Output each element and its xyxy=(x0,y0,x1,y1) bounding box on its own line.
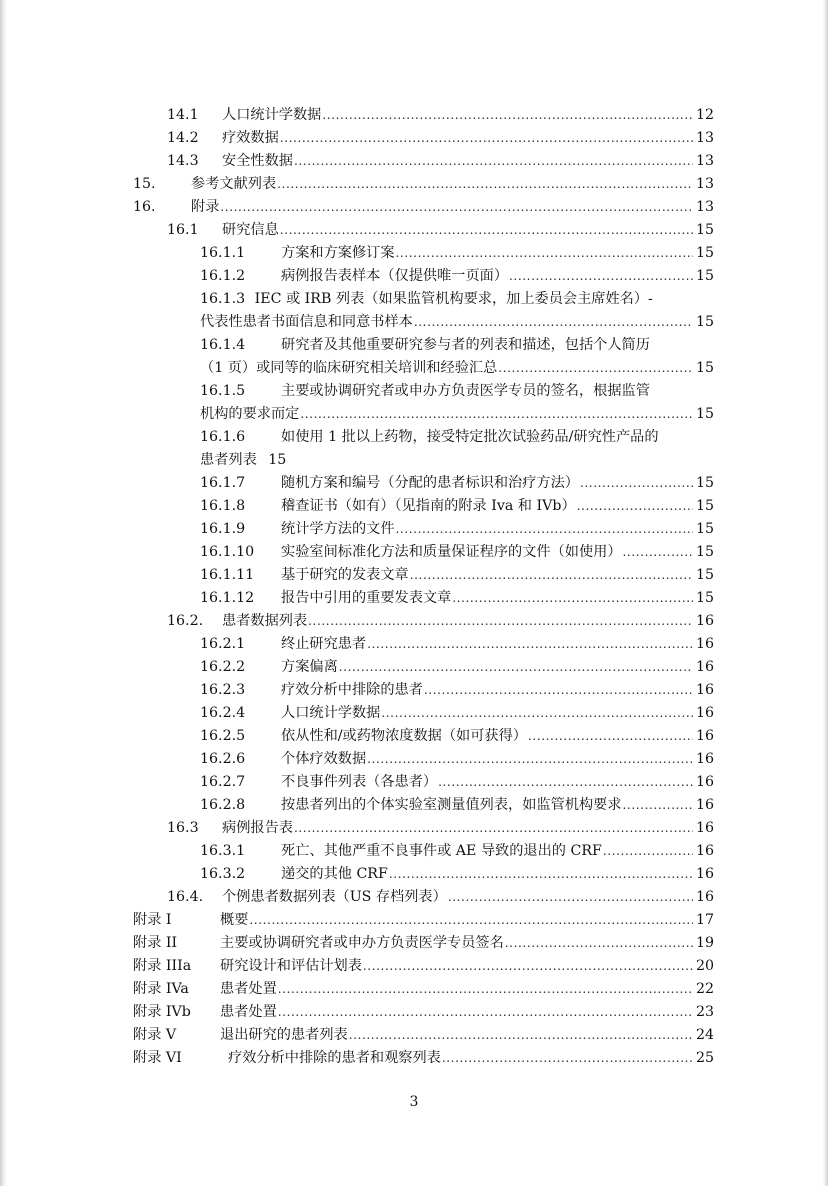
toc-entry-number: 16.1.9 xyxy=(200,521,246,537)
toc-entry-title: 人口统计学数据 xyxy=(222,107,322,123)
toc-entry-page: 16 xyxy=(695,613,714,629)
toc-entry-16-1-4-line2[interactable] xyxy=(200,357,714,379)
toc-entry-page: 16 xyxy=(695,889,714,905)
toc-entry-page: 15 xyxy=(695,567,714,583)
toc-entry-number: 16.1.2 xyxy=(200,268,246,284)
toc-entry-number: 16.1.10 xyxy=(200,544,255,560)
toc-entry-page: 16 xyxy=(695,843,714,859)
dot-leader xyxy=(580,472,693,494)
toc-entry-appendix-iva[interactable] xyxy=(133,978,714,1000)
toc-entry-number: 16.1.8 xyxy=(200,498,246,514)
toc-entry-page: 16 xyxy=(695,728,714,744)
toc-entry-title: 退出研究的患者列表 xyxy=(220,1027,348,1043)
toc-entry-title: 死亡、其他严重不良事件或 AE 导致的退出的 CRF xyxy=(281,843,602,859)
toc-entry-number: 14.1 xyxy=(167,107,199,123)
toc-entry-number: 附录 IVa xyxy=(133,981,189,997)
toc-entry-page: 20 xyxy=(695,958,714,974)
toc-entry-page: 13 xyxy=(695,199,714,215)
toc-entry-page: 16 xyxy=(695,820,714,836)
toc-entry-number: 16.1.6 xyxy=(200,429,246,445)
toc-entry-page: 22 xyxy=(695,981,714,997)
toc-entry-number: 附录 IIIa xyxy=(133,958,192,974)
toc-entry-title: 病例报告表 xyxy=(222,820,293,836)
toc-entry-number: 16.1.12 xyxy=(200,590,255,606)
toc-entry-title: 概要 xyxy=(220,912,249,928)
toc-entry-title: 方案偏离 xyxy=(281,659,338,675)
toc-entry-16-2-3[interactable] xyxy=(200,679,714,701)
toc-entry-page: 15 xyxy=(268,452,287,468)
toc-entry-title: 疗效分析中排除的患者 xyxy=(281,682,423,698)
toc-entry-title: 患者数据列表 xyxy=(222,613,308,629)
toc-entry-14-3[interactable] xyxy=(167,150,714,172)
toc-entry-page: 13 xyxy=(695,153,714,169)
toc-entry-16-1-3-line1[interactable] xyxy=(200,288,714,310)
dot-leader xyxy=(220,196,693,218)
dot-leader xyxy=(452,587,693,609)
toc-entry-16-1-7[interactable] xyxy=(200,472,714,494)
toc-entry-page: 15 xyxy=(695,544,714,560)
dot-leader xyxy=(448,886,693,908)
toc-entry-16-2-2[interactable] xyxy=(200,656,714,678)
toc-entry-number: 16.3.2 xyxy=(200,866,246,882)
toc-entry-number: 16.2.8 xyxy=(200,797,246,813)
dot-leader xyxy=(505,932,693,954)
toc-entry-appendix-i[interactable] xyxy=(133,909,714,931)
toc-entry-title: 方案和方案修订案 xyxy=(281,245,395,261)
toc-entry-number: 16.1.7 xyxy=(200,475,246,491)
toc-entry-16[interactable] xyxy=(133,196,714,218)
toc-entry-page: 24 xyxy=(695,1027,714,1043)
toc-entry-number: 16.2.4 xyxy=(200,705,246,721)
dot-leader xyxy=(280,219,693,241)
toc-entry-page: 16 xyxy=(695,774,714,790)
toc-entry-title-line1: 主要或协调研究者或申办方负责医学专员的签名，根据监管 xyxy=(281,383,650,399)
toc-entry-title: 不良事件列表（各患者） xyxy=(281,774,438,790)
toc-entry-number: 附录 II xyxy=(133,935,178,951)
toc-entry-16-1-5-line1[interactable] xyxy=(200,380,714,402)
toc-entry-number: 16.2. xyxy=(167,613,204,629)
toc-entry-16-2-7[interactable] xyxy=(200,771,714,793)
toc-entry-page: 19 xyxy=(695,935,714,951)
toc-entry-page: 15 xyxy=(695,268,714,284)
toc-entry-16-1-8[interactable] xyxy=(200,495,714,517)
toc-entry-16-1[interactable] xyxy=(167,219,714,241)
toc-entry-appendix-iiia[interactable] xyxy=(133,955,714,977)
toc-entry-page: 15 xyxy=(695,406,714,422)
toc-entry-number: 附录 I xyxy=(133,912,172,928)
toc-entry-page: 15 xyxy=(695,314,714,330)
toc-entry-title: 递交的其他 CRF xyxy=(281,866,388,882)
toc-entry-number: 16.1.5 xyxy=(200,383,246,399)
toc-entry-16-3-1[interactable] xyxy=(200,840,714,862)
dot-leader xyxy=(498,357,693,379)
toc-entry-title: 安全性数据 xyxy=(222,153,293,169)
toc-entry-title: 统计学方法的文件 xyxy=(281,521,395,537)
dot-leader xyxy=(438,771,693,793)
toc-entry-16-2-1[interactable] xyxy=(200,633,714,655)
dot-leader xyxy=(294,150,693,172)
toc-entry-16-1-12[interactable] xyxy=(200,587,714,609)
toc-entry-page: 15 xyxy=(695,475,714,491)
toc-entry-number: 16.3.1 xyxy=(200,843,246,859)
toc-entry-page: 15 xyxy=(695,498,714,514)
toc-entry-16-1-2[interactable] xyxy=(200,265,714,287)
toc-entry-number: 15. xyxy=(133,176,156,192)
toc-entry-number: 16.1.11 xyxy=(200,567,255,583)
toc-entry-15[interactable] xyxy=(133,173,714,195)
toc-entry-title: 研究设计和评估计划表 xyxy=(220,958,362,974)
toc-entry-title: 研究信息 xyxy=(222,222,279,238)
toc-entry-number: 附录 V xyxy=(133,1027,177,1043)
toc-entry-number: 16.1 xyxy=(167,222,199,238)
toc-entry-16-2-5[interactable] xyxy=(200,725,714,747)
toc-entry-appendix-ii[interactable] xyxy=(133,932,714,954)
dot-leader xyxy=(381,702,693,724)
toc-entry-14-2[interactable] xyxy=(167,127,714,149)
toc-entry-number: 14.3 xyxy=(167,153,199,169)
toc-entry-title: 病例报告表样本（仅提供唯一页面） xyxy=(281,268,509,284)
dot-leader xyxy=(410,564,693,586)
dot-leader xyxy=(367,748,693,770)
toc-entry-number: 附录 VI xyxy=(133,1050,182,1066)
toc-entry-page: 17 xyxy=(695,912,714,928)
dot-leader xyxy=(623,541,693,563)
toc-entry-page: 23 xyxy=(695,1004,714,1020)
toc-entry-page: 15 xyxy=(695,360,714,376)
dot-leader xyxy=(623,794,693,816)
toc-entry-title: 按患者列出的个体实验室测量值列表，如监管机构要求 xyxy=(281,797,622,813)
toc-entry-title: 患者处置 xyxy=(220,981,277,997)
toc-entry-title: 附录 xyxy=(191,199,220,215)
toc-entry-title-line2: 机构的要求而定 xyxy=(200,406,300,422)
toc-entry-page: 15 xyxy=(695,222,714,238)
page-left-edge xyxy=(0,0,7,1186)
toc-entry-page: 16 xyxy=(695,866,714,882)
toc-entry-number: 附录 IVb xyxy=(133,1004,191,1020)
toc-entry-number: 16.2.3 xyxy=(200,682,246,698)
toc-entry-16-4[interactable] xyxy=(167,886,714,908)
toc-entry-page: 16 xyxy=(695,636,714,652)
toc-entry-page: 16 xyxy=(695,705,714,721)
toc-entry-number: 16.2.6 xyxy=(200,751,246,767)
toc-entry-number: 16.1.4 xyxy=(200,337,246,353)
toc-entry-16-3-2[interactable] xyxy=(200,863,714,885)
toc-entry-14-1[interactable] xyxy=(167,104,714,126)
dot-leader xyxy=(528,725,693,747)
dot-leader xyxy=(396,518,693,540)
toc-entry-number: 16. xyxy=(133,199,156,215)
toc-entry-16-2-4[interactable] xyxy=(200,702,714,724)
dot-leader xyxy=(278,1001,693,1023)
toc-entry-number: 16.2.7 xyxy=(200,774,246,790)
toc-entry-title: 实验室间标准化方法和质量保证程序的文件（如使用） xyxy=(281,544,622,560)
toc-entry-page: 13 xyxy=(695,176,714,192)
toc-entry-16-2-6[interactable] xyxy=(200,748,714,770)
toc-entry-page: 15 xyxy=(695,521,714,537)
toc-entry-number: 16.4. xyxy=(167,889,204,905)
toc-entry-16-1-9[interactable] xyxy=(200,518,714,540)
dot-leader xyxy=(603,840,693,862)
dot-leader xyxy=(577,495,693,517)
toc-entry-number: 14.2 xyxy=(167,130,199,146)
dot-leader xyxy=(367,633,693,655)
toc-entry-title-line1: 研究者及其他重要研究参与者的列表和描述，包括个人简历 xyxy=(281,337,650,353)
page-right-edge xyxy=(822,0,828,1186)
dot-leader xyxy=(363,955,693,977)
dot-leader xyxy=(424,679,693,701)
toc-entry-title-line2: 患者列表 xyxy=(200,452,257,468)
dot-leader xyxy=(322,104,693,126)
toc-entry-title: 基于研究的发表文章 xyxy=(281,567,409,583)
dot-leader xyxy=(278,978,693,1000)
toc-entry-page: 16 xyxy=(695,659,714,675)
dot-leader xyxy=(339,656,693,678)
toc-entry-page: 16 xyxy=(695,797,714,813)
toc-entry-16-1-1[interactable] xyxy=(200,242,714,264)
toc-entry-title-line1: 如使用 1 批以上药物，接受特定批次试验药品/研究性产品的 xyxy=(281,429,659,445)
dot-leader xyxy=(509,265,693,287)
dot-leader xyxy=(300,403,693,425)
toc-entry-number: 16.1.3 xyxy=(200,291,246,307)
dot-leader xyxy=(308,610,693,632)
dot-leader xyxy=(396,242,693,264)
toc-entry-16-1-3-line2[interactable] xyxy=(200,311,714,333)
toc-entry-16-1-11[interactable] xyxy=(200,564,714,586)
toc-entry-title: 终止研究患者 xyxy=(281,636,367,652)
toc-entry-page: 13 xyxy=(695,130,714,146)
toc-entry-number: 16.3 xyxy=(167,820,199,836)
toc-entry-number: 16.2.2 xyxy=(200,659,246,675)
dot-leader xyxy=(280,127,693,149)
dot-leader xyxy=(389,863,693,885)
toc-entry-page: 25 xyxy=(695,1050,714,1066)
toc-entry-title: 主要或协调研究者或申办方负责医学专员签名 xyxy=(220,935,504,951)
page-number: 3 xyxy=(409,1094,419,1110)
toc-entry-16-2[interactable] xyxy=(167,610,714,632)
toc-entry-title: 参考文献列表 xyxy=(191,176,277,192)
toc-entry-page: 15 xyxy=(695,245,714,261)
toc-entry-title: 人口统计学数据 xyxy=(281,705,381,721)
dot-leader xyxy=(249,909,693,931)
toc-entry-title: 个例患者数据列表（US 存档列表） xyxy=(222,889,447,905)
toc-entry-16-1-10[interactable] xyxy=(200,541,714,563)
toc-entry-title-line2: （1 页）或同等的临床研究相关培训和经验汇总 xyxy=(200,360,498,376)
toc-entry-title-line2: 代表性患者书面信息和同意书样本 xyxy=(200,314,413,330)
dot-leader xyxy=(277,173,693,195)
toc-entry-16-3[interactable] xyxy=(167,817,714,839)
toc-entry-title: 个体疗效数据 xyxy=(281,751,367,767)
toc-entry-title-line1: IEC 或 IRB 列表（如果监管机构要求，加上委员会主席姓名）- xyxy=(254,291,653,307)
toc-entry-16-1-4-line1[interactable] xyxy=(200,334,714,356)
toc-entry-page: 16 xyxy=(695,682,714,698)
toc-entry-number: 16.2.1 xyxy=(200,636,246,652)
toc-entry-page: 15 xyxy=(695,590,714,606)
toc-entry-title: 疗效分析中排除的患者和观察列表 xyxy=(228,1050,441,1066)
toc-entry-title: 依从性和/或药物浓度数据（如可获得） xyxy=(281,728,527,744)
toc-entry-title: 随机方案和编号（分配的患者标识和治疗方法） xyxy=(281,475,579,491)
dot-leader xyxy=(414,311,693,333)
toc-entry-page: 16 xyxy=(695,751,714,767)
toc-entry-appendix-vi[interactable] xyxy=(133,1047,714,1069)
toc-entry-title: 稽查证书（如有）（见指南的附录 Iva 和 IVb） xyxy=(281,498,576,514)
toc-entry-appendix-ivb[interactable] xyxy=(133,1001,714,1023)
toc-entry-16-2-8[interactable] xyxy=(200,794,714,816)
toc-entry-16-1-6-line2[interactable] xyxy=(200,449,714,471)
toc-entry-16-1-6-line1[interactable] xyxy=(200,426,714,448)
toc-entry-title: 患者处置 xyxy=(220,1004,277,1020)
toc-entry-title: 报告中引用的重要发表文章 xyxy=(281,590,452,606)
toc-entry-number: 16.2.5 xyxy=(200,728,246,744)
toc-entry-16-1-5-line2[interactable] xyxy=(200,403,714,425)
dot-leader xyxy=(349,1024,693,1046)
dot-leader xyxy=(442,1047,693,1069)
toc-entry-page: 12 xyxy=(695,107,714,123)
toc-entry-title: 疗效数据 xyxy=(222,130,279,146)
dot-leader xyxy=(294,817,693,839)
toc-entry-appendix-v[interactable] xyxy=(133,1024,714,1046)
toc-entry-number: 16.1.1 xyxy=(200,245,246,261)
